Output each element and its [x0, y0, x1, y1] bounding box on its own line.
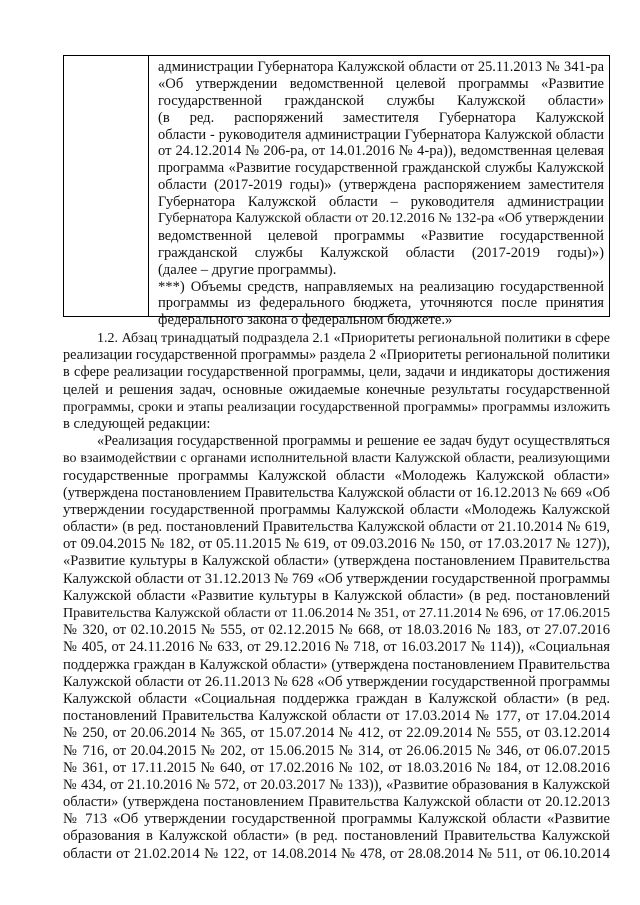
table-line: ***) Объемы средств, направляемых на реализацию государственной	[158, 278, 604, 295]
body-line: целей и решения задач, основные ожидаемые конечные результаты государственной	[63, 381, 610, 398]
table-line: (в ред. распоряжений заместителя Губернатора Калужской	[158, 109, 604, 126]
table-line: программа «Развитие государственной гражданской службы Калужской	[158, 160, 604, 177]
body-line: «Развитие культуры в Калужской области» (утверждена постановлением Правительства	[63, 553, 610, 570]
body-line: области» (утверждена постановлением Правительства Калужской области от 20.12.2013	[63, 794, 610, 811]
body-line: постановлений Правительства Калужской области от 17.03.2014 № 177, от 17.04.2014	[63, 708, 610, 725]
table-line: Губернатора Калужской области от 20.12.2016 № 132-ра «Об утверждении	[158, 211, 604, 227]
body-line: № 716, от 20.04.2015 № 202, от 15.06.2015 № 314, от 26.06.2015 № 346, от 06.07.2015	[63, 742, 610, 759]
body-line: Правительства Калужской области от 11.06.2014 № 351, от 27.11.2014 № 696, от 17.06.2015	[63, 606, 610, 621]
table-line: от 24.12.2014 № 206-ра, от 14.01.2016 № 4-ра)), ведомственная целевая	[158, 143, 604, 160]
table-line: (далее – другие программы).	[158, 261, 337, 278]
body-text	[63, 330, 610, 863]
body-line: в следующей редакции:	[63, 415, 211, 432]
table-cell-text	[158, 59, 604, 329]
table-line: области - руководителя администрации Губернатора Калужской области	[158, 126, 604, 143]
table-line: Губернатора Калужской области – руководителя администрации	[158, 194, 604, 211]
body-line: в сфере реализации государственной программы, цели, задачи и индикаторы достижения	[63, 364, 610, 381]
body-line: образования в Калужской области» (в ред. постановлений Правительства Калужской	[63, 828, 610, 845]
body-line: области» (в ред. постановлений Правительства Калужской области от 21.10.2014 № 619,	[63, 519, 610, 536]
footnote-table	[63, 55, 610, 329]
body-line: поддержка граждан в Калужской области» (утверждена постановлением Правительства	[63, 656, 610, 673]
table-line: администрации Губернатора Калужской области от 25.11.2013 № 341-ра	[158, 59, 604, 75]
body-line: № 713 «Об утверждении государственной программы Калужской области «Развитие	[63, 811, 610, 828]
body-line: утверждении государственной программы Калужской области «Молодежь Калужской	[63, 501, 610, 518]
body-line: Калужской области «Развитие культуры в Калужской области» (в ред. постановлений	[63, 587, 610, 604]
body-line: 1.2. Абзац тринадцатый подраздела 2.1 «Приоритеты региональной политики в сфере	[97, 331, 610, 346]
table-line: «Об утверждении ведомственной целевой программы «Развитие	[158, 75, 604, 92]
table-line: области (2017-2019 годы)» (утверждена распоряжением заместителя	[158, 177, 604, 194]
body-line: от 09.04.2015 № 182, от 05.11.2015 № 619, от 09.03.2016 № 150, от 17.03.2017 № 127)),	[63, 536, 610, 553]
body-line: № 320, от 02.10.2015 № 555, от 02.12.2015 № 668, от 18.03.2016 № 183, от 27.07.2016	[63, 622, 610, 639]
body-line: № 434, от 21.10.2016 № 572, от 20.03.2017 № 133)), «Развитие образования в Калужской	[63, 776, 610, 793]
body-line: № 361, от 17.11.2015 № 640, от 17.02.2016 № 102, от 18.03.2016 № 184, от 12.08.2016	[63, 759, 610, 776]
table-line: государственной гражданской службы Калужской области»	[158, 92, 604, 109]
table-column-divider	[148, 56, 149, 316]
table-line: федерального закона о федеральном бюджете.»	[158, 312, 453, 329]
body-line: Калужской области от 31.12.2013 № 769 «Об утверждении государственной программы	[63, 570, 610, 587]
body-line: № 405, от 24.11.2016 № 633, от 29.12.2016 № 718, от 16.03.2017 № 114)), «Социальная	[63, 639, 610, 656]
body-line: (утверждена постановлением Правительства Калужской области от 16.12.2013 № 669 «Об	[63, 484, 610, 501]
body-line: Калужской области «Социальная поддержка граждан в Калужской области» (в ред.	[63, 690, 610, 707]
body-line: области от 21.02.2014 № 122, от 14.08.2014 № 478, от 28.08.2014 № 511, от 06.10.2014	[63, 845, 610, 862]
body-line: программы, сроки и этапы реализации государственной программы» программы изложить	[63, 399, 610, 415]
table-line: программы из федерального бюджета, уточняются после принятия	[158, 295, 604, 312]
body-line: Калужской области от 26.11.2013 № 628 «Об утверждении государственной программы	[63, 673, 610, 690]
table-line: ведомственной целевой программы «Развитие государственной	[158, 227, 604, 244]
body-line: «Реализация государственной программы и решение ее задач будут осуществляться	[97, 433, 610, 450]
table-line: гражданской службы Калужской области (2017-2019 годы)»)	[158, 244, 604, 261]
body-line: реализации государственной программы» раздела 2 «Приоритеты региональной политики	[63, 347, 610, 364]
body-line: во взаимодействии с органами исполнительной власти Калужской области, реализующими	[63, 451, 610, 467]
body-line: № 250, от 20.06.2014 № 365, от 15.07.2014 № 412, от 22.09.2014 № 555, от 03.12.2014	[63, 725, 610, 742]
body-line: государственные программы Калужской области «Молодежь Калужской области»	[63, 467, 610, 484]
